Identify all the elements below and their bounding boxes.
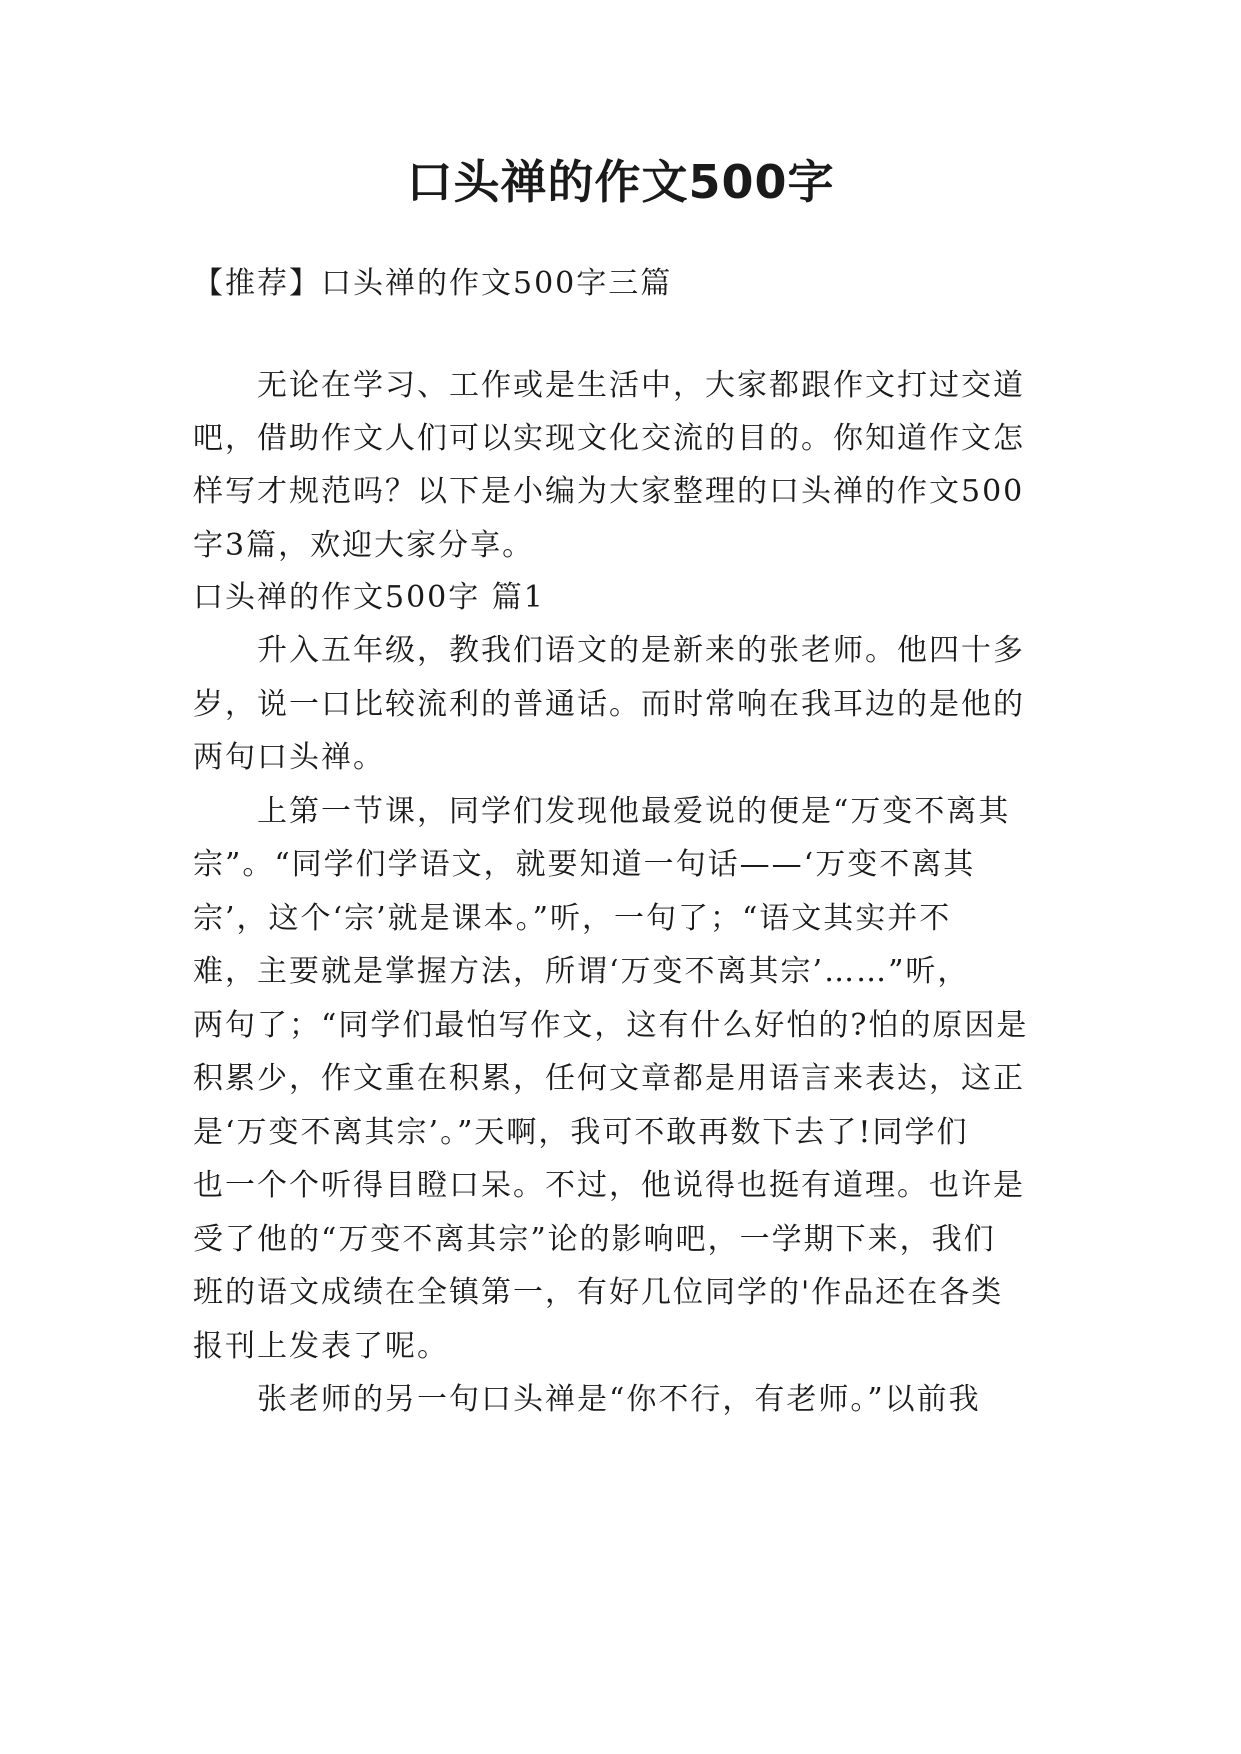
paragraph-line: 两句口头禅。: [193, 740, 385, 775]
document-subtitle: 【推荐】口头禅的作文500字三篇: [193, 266, 673, 301]
document-title: 口头禅的作文500字: [406, 155, 835, 209]
paragraph-line: 样写才规范吗？以下是小编为大家整理的口头禅的作文500: [193, 474, 1025, 509]
paragraph-line: 也一个个听得目瞪口呆。不过，他说得也挺有道理。也许是: [193, 1168, 1025, 1203]
paragraph-line: 班的语文成绩在全镇第一，有好几位同学的'作品还在各类: [193, 1275, 1004, 1310]
paragraph-line: 宗’，这个‘宗’就是课本。”听，一句了；“语文其实并不: [193, 901, 952, 936]
paragraph-line: 难，主要就是掌握方法，所谓‘万变不离其宗’……”听，: [193, 954, 970, 989]
paragraph-line: 张老师的另一句口头禅是“你不行，有老师。”以前我: [257, 1382, 981, 1417]
paragraph-line: 宗”。“同学们学语文，就要知道一句话——‘万变不离其: [193, 847, 976, 882]
paragraph-line: 是‘万变不离其宗’。”天啊，我可不敢再数下去了!同学们: [193, 1115, 969, 1150]
paragraph-line: 上第一节课，同学们发现他最爱说的便是“万变不离其: [257, 794, 1011, 829]
paragraph-line: 升入五年级，教我们语文的是新来的张老师。他四十多: [257, 633, 1025, 668]
paragraph-line: 字3篇，欢迎大家分享。: [193, 528, 535, 563]
paragraph-line: 两句了；“同学们最怕写作文，这有什么好怕的?怕的原因是: [193, 1008, 1029, 1043]
paragraph-line: 受了他的“万变不离其宗”论的影响吧，一学期下来，我们: [193, 1222, 996, 1257]
paragraph-line: 无论在学习、工作或是生活中，大家都跟作文打过交道: [257, 368, 1025, 403]
paragraph-line: 岁，说一口比较流利的普通话。而时常响在我耳边的是他的: [193, 687, 1025, 722]
section-heading: 口头禅的作文500字 篇1: [193, 580, 545, 615]
paragraph-line: 积累少，作文重在积累，任何文章都是用语言来表达，这正: [193, 1061, 1025, 1096]
paragraph-line: 吧，借助作文人们可以实现文化交流的目的。你知道作文怎: [193, 421, 1025, 456]
paragraph-line: 报刊上发表了呢。: [193, 1329, 449, 1364]
